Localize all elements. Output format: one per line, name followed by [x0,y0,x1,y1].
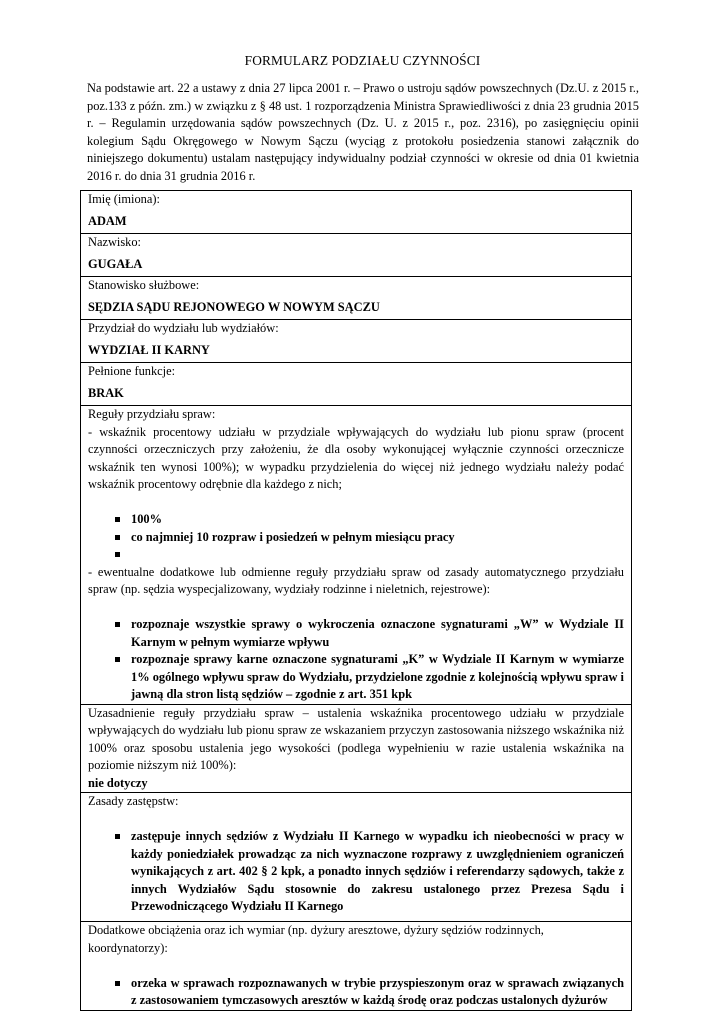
nazwisko-value: GUGAŁA [88,256,143,271]
reguly-text-2: - ewentualne dodatkowe lub odmienne reguły przydziału spraw od zasady automatycznego przydziału spraw (np. sędzia wyspecjalizowany, wydziały rodzinne i nieletnich, rejestrowe): [88,564,624,596]
funkcje-label: Pełnione funkcje: [88,364,176,378]
cell-funkcje [81,363,632,406]
dodatkowe-label: Dodatkowe obciążenia oraz ich wymiar (np. dyżury aresztowe, dyżury sędziów rodzinnych, koordynatorzy): [88,923,544,955]
cell-imie [81,191,632,234]
nazwisko-label: Nazwisko: [88,235,141,249]
list-item [88,546,624,564]
spacer [88,494,624,512]
list-item: rozpoznaje wszystkie sprawy o wykroczenia oznaczone sygnaturami „W” w Wydziale II Karnym w pełnym wymiarze wpływu [88,616,624,651]
spacer [88,599,624,617]
row-nazwisko [81,234,632,277]
list-item: zastępuje innych sędziów z Wydziału II Karnego w wypadku ich nieobecności w pracy w każdy poniedziałek prowadząc za nich wyznaczone rozprawy z uwzględnieniem ograniczeń wynikających z art. 402 § 2 kpk, a ponadto innych sędziów i referendarzy sądowych, także z innych Wydziałów Sądu stosownie do zakresu ustalonego przez Prezesa Sądu i Przewodniczącego Wydziału II Karnego [88,828,624,916]
intro-paragraph: Na podstawie art. 22 a ustawy z dnia 27 lipca 2001 r. – Prawo o ustroju sądów powszechnych (Dz.U. z 2015 r., poz.133 z późn. zm.) w związku z § 48 ust. 1 rozporządzenia Ministra Sprawiedliwości z dnia 23 grudnia 2015 r. – Regulamin urzędowania sądów powszechnych (Dz. U. z 2015 r., poz. 2316), po zasięgnięciu opinii kolegium Sądu Okręgowego w Nowym Sączu (wyciąg z protokołu posiedzenia stanowi załącznik do niniejszego dokumentu) ustalam następujący indywidualny podział czynności w okresie od dnia 01 kwietnia 2016 r. do dnia 31 grudnia 2016 r. [87,81,639,183]
page-title: FORMULARZ PODZIAŁU CZYNNOŚCI [244,53,481,68]
list-item: 100% [88,511,624,529]
cell-nazwisko [81,234,632,277]
stanowisko-label: Stanowisko służbowe: [88,278,200,292]
przydzial-value: WYDZIAŁ II KARNY [88,342,210,357]
spacer [88,811,624,829]
row-funkcje [81,363,632,406]
cell-uzasadnienie [81,704,632,793]
stanowisko-value: SĘDZIA SĄDU REJONOWEGO W NOWYM SĄCZU [88,299,380,314]
cell-zastepstwa [81,793,632,922]
zastepstwa-bullet-list [88,828,624,916]
row-zastepstwa [81,793,632,922]
dodatkowe-bullet-list [88,975,624,1010]
funkcje-value: BRAK [88,385,124,400]
row-uzasadnienie [81,704,632,793]
cell-reguly [81,406,632,705]
row-reguly [81,406,632,705]
reguly-bullet-list-2 [88,616,624,704]
reguly-label: Reguły przydziału spraw: [88,407,216,421]
uzasadnienie-value: nie dotyczy [88,775,148,790]
cell-stanowisko [81,277,632,320]
row-przydzial [81,320,632,363]
row-stanowisko [81,277,632,320]
imie-label: Imię (imiona): [88,192,160,206]
przydzial-label: Przydział do wydziału lub wydziałów: [88,321,279,335]
list-item: rozpoznaje sprawy karne oznaczone sygnaturami „K” w Wydziale II Karnym w wymiarze 1% ogólnego wpływu spraw do Wydziału, przydzielone zgodnie z kolejnością wpływu spraw i jawną dla stron listą sędziów – zgodnie z art. 351 kpk [88,651,624,704]
reguly-bullet-list-1 [88,511,624,564]
cell-dodatkowe [81,922,632,1011]
list-item: co najmniej 10 rozpraw i posiedzeń w pełnym miesiącu pracy [88,529,624,547]
imie-value: ADAM [88,213,127,228]
row-dodatkowe [81,922,632,1011]
cell-przydzial [81,320,632,363]
zastepstwa-label: Zasady zastępstw: [88,794,179,808]
uzasadnienie-label: Uzasadnienie reguły przydziału spraw – ustalenia wskaźnika procentowego udziału w przydziale wpływających do wydziału lub pionu spraw ze wskazaniem przyczyn zastosowania niższego wskaźnika niż 100% oraz sposobu ustalenia jego wysokości (podlega wypełnieniu w razie ustalenia wskaźnika na poziomie niższym niż 100%): [88,705,624,772]
list-item: orzeka w sprawach rozpoznawanych w trybie przyspieszonym oraz w sprawach związanych z zastosowaniem tymczasowych aresztów w każdą środę oraz podczas ustalonych dyżurów [88,975,624,1010]
spacer [88,957,624,975]
row-imie [81,191,632,234]
reguly-text-1: - wskaźnik procentowy udziału w przydziale wpływających do wydziału lub pionu spraw (procent czynności orzeczniczych przy założeniu, że dla osoby wykonującej wyłącznie czynności orzecznicze wskaźnik ten wynosi 100%); w wypadku przydzielenia do więcej niż jednego wydziału należy podać wskaźnik procentowy odrębnie dla każdego z nich; [88,424,624,491]
form-table [80,190,632,1011]
